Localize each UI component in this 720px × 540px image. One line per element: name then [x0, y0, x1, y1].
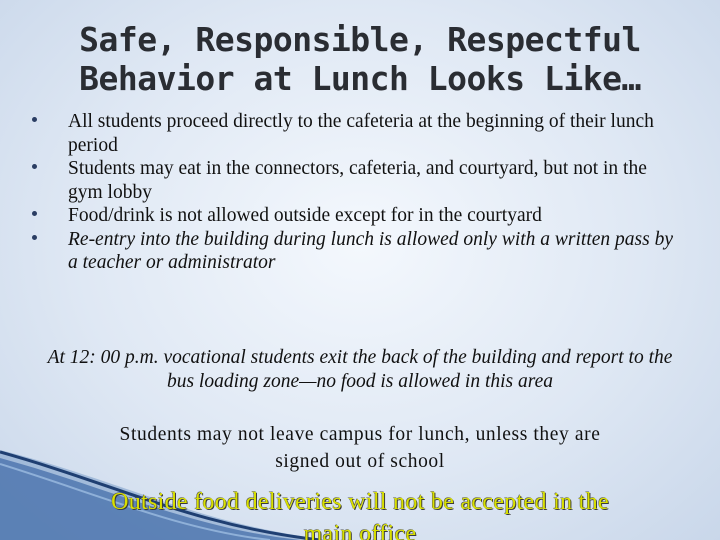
bullet-icon — [32, 211, 37, 216]
list-item — [0, 204, 720, 228]
campus-note-line-2: signed out of school — [275, 450, 445, 472]
deliveries-note-line-1: Outside food deliveries will not be accepted in the — [111, 489, 609, 515]
campus-note-line-1: Students may not leave campus for lunch, unless they are — [119, 423, 601, 445]
title-line-2: Behavior at Lunch Looks Like… — [79, 59, 641, 98]
vocational-note: At 12: 00 p.m. vocational students exit the back of the building and report to the bus loading zone—no food is allowed in this area — [47, 346, 673, 392]
list-item-text: All students proceed directly to the cafeteria at the beginning of their lunch period — [68, 111, 654, 156]
list-item — [0, 110, 720, 157]
campus-note — [40, 421, 680, 475]
bullet-icon — [32, 164, 37, 169]
bullet-icon — [32, 117, 37, 122]
deliveries-note — [40, 486, 680, 540]
slide-title — [0, 20, 720, 98]
list-item-text: Students may eat in the connectors, cafeteria, and courtyard, but not in the gym lobby — [68, 158, 647, 203]
list-item-text: Re-entry into the building during lunch is allowed only with a written pass by a teacher or administrator — [68, 228, 673, 273]
deliveries-note-line-2: main office — [303, 521, 417, 540]
list-item — [0, 228, 720, 275]
bullet-icon — [32, 235, 37, 240]
rules-list — [0, 110, 720, 275]
list-item-text: Food/drink is not allowed outside except for in the courtyard — [68, 205, 542, 226]
title-line-1: Safe, Responsible, Respectful — [79, 20, 641, 59]
list-item — [0, 157, 720, 204]
